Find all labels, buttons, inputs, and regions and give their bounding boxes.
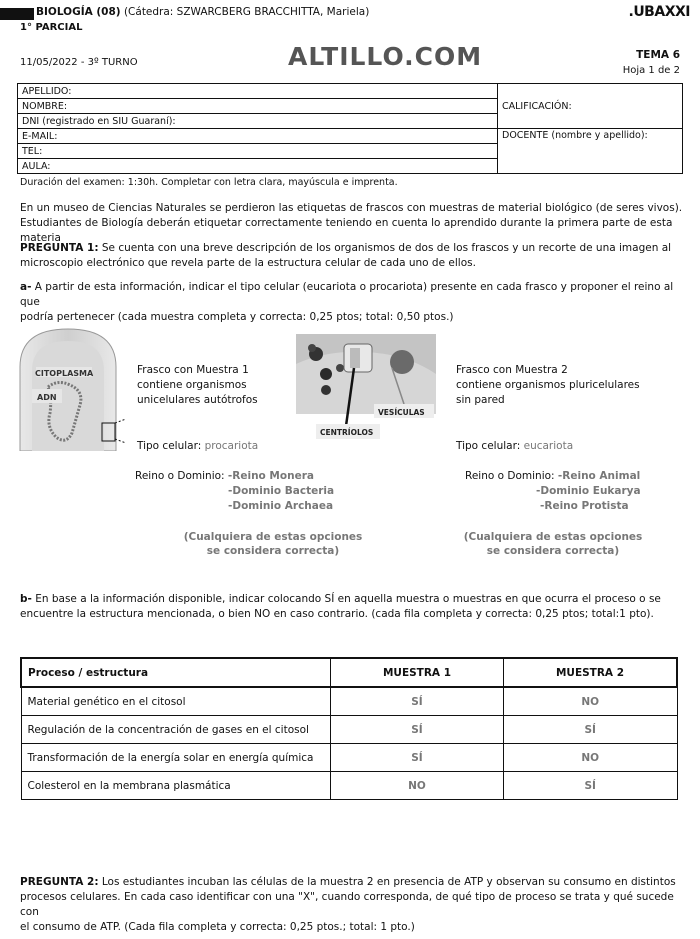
apellido-field[interactable]: APELLIDO: [18, 84, 498, 99]
muestra-2-tipo: Tipo celular: eucariota [456, 440, 574, 452]
aula-field[interactable]: AULA: [18, 159, 498, 174]
course-title: BIOLOGÍA (08) (Cátedra: SZWARCBERG BRACCHITTA, Mariela) [36, 6, 370, 18]
docente-field[interactable]: DOCENTE (nombre y apellido): [498, 129, 683, 174]
micrograph-prokaryote [18, 327, 128, 451]
tel-field[interactable]: TEL: [18, 144, 498, 159]
tema-label: TEMA 6 [636, 49, 680, 61]
muestra-1-reino-3: -Dominio Archaea [228, 500, 334, 512]
parcial-label: 1° PARCIAL [20, 22, 83, 33]
citoplasma-label: CITOPLASMA [35, 369, 94, 378]
header-muestra-1: MUESTRA 1 [331, 658, 504, 687]
question-1a: a- A partir de esta información, indicar el tipo celular (eucariota o procariota) presente en cada frasco y proponer el reino al que podría pertenecer (cada muestra completa y correcta: 0,25 ptos; total: 0,50 ptos.) [20, 281, 674, 323]
page-count: Hoja 1 de 2 [622, 65, 680, 76]
micrograph-eukaryote [296, 334, 436, 440]
email-field[interactable]: E-MAIL: [18, 129, 498, 144]
muestra-2-description: Frasco con Muestra 2 contiene organismos pluricelulares sin pared [456, 364, 640, 406]
header-black-bar [0, 8, 34, 20]
student-info-table [17, 83, 683, 174]
muestra-1-reino: Reino o Dominio: -Reino Monera [135, 470, 314, 482]
vesiculas-label: VESÍCULAS [378, 408, 425, 417]
exam-date: 11/05/2022 - 3º TURNO [20, 57, 138, 68]
muestra-1-tipo: Tipo celular: procariota [137, 440, 259, 452]
watermark: ALTILLO.COM [288, 42, 483, 71]
answer-table-1b [20, 657, 678, 800]
muestra-1-note: (Cualquiera de estas opciones se considera correcta) [183, 531, 363, 557]
uba-logo: .UBAXXI [628, 4, 690, 20]
question-2: PREGUNTA 2: Los estudiantes incuban las células de la muestra 2 en presencia de ATP y observan su consumo en distintos procesos celulares. En cada caso identificar con una "X", cuando corresponda, de qué tipo de proceso se trata y qué sucede con el consumo de ATP. (Cada fila completa y correcta: 0,25 ptos.; total: 1 pto.) [20, 876, 676, 933]
muestra-1-reino-2: -Dominio Bacteria [228, 485, 335, 497]
table-row: Colesterol en la membrana plasmática NO SÍ [21, 772, 677, 800]
table-row: Regulación de la concentración de gases en el citosol SÍ SÍ [21, 716, 677, 744]
muestra-2-note: (Cualquiera de estas opciones se considera correcta) [463, 531, 643, 557]
exam-duration: Duración del examen: 1:30h. Completar con letra clara, mayúscula e imprenta. [20, 177, 398, 188]
muestra-2-reino: Reino o Dominio: -Reino Animal [465, 470, 641, 482]
centriolos-label: CENTRÍOLOS [320, 428, 374, 437]
question-1b: b- En base a la información disponible, indicar colocando SÍ en aquella muestra o muestras en que ocurra el proceso o se encuentre la estructura mencionada, o bien NO en caso contrario. (cada fila completa y correcta: 0,25 ptos; total:1 pto). [20, 593, 661, 620]
header-proceso: Proceso / estructura [21, 658, 331, 687]
adn-label: ADN [37, 393, 57, 402]
muestra-2-reino-2: -Dominio Eukarya [536, 485, 641, 497]
muestra-1-description: Frasco con Muestra 1 contiene organismos unicelulares autótrofos [137, 364, 258, 406]
table-row: Transformación de la energía solar en energía química SÍ NO [21, 744, 677, 772]
dni-field[interactable]: DNI (registrado en SIU Guaraní): [18, 114, 498, 129]
question-1: PREGUNTA 1: Se cuenta con una breve descripción de los organismos de dos de los frascos y un recorte de una imagen al microscopio electrónico que revela parte de la estructura celular de cada uno de ellos. [20, 242, 672, 269]
calificacion-field[interactable]: CALIFICACIÓN: [498, 84, 683, 129]
header-muestra-2: MUESTRA 2 [504, 658, 678, 687]
table-row: Material genético en el citosol SÍ NO [21, 687, 677, 716]
muestra-2-reino-3: -Reino Protista [540, 500, 629, 512]
nombre-field[interactable]: NOMBRE: [18, 99, 498, 114]
intro-text: En un museo de Ciencias Naturales se perdieron las etiquetas de frascos con muestras de material biológico (de seres vivos). Estudiantes de Biología deberán etiquetar correctamente teniendo en cuenta lo aprendido durante la primera parte de esta materia [20, 202, 683, 244]
